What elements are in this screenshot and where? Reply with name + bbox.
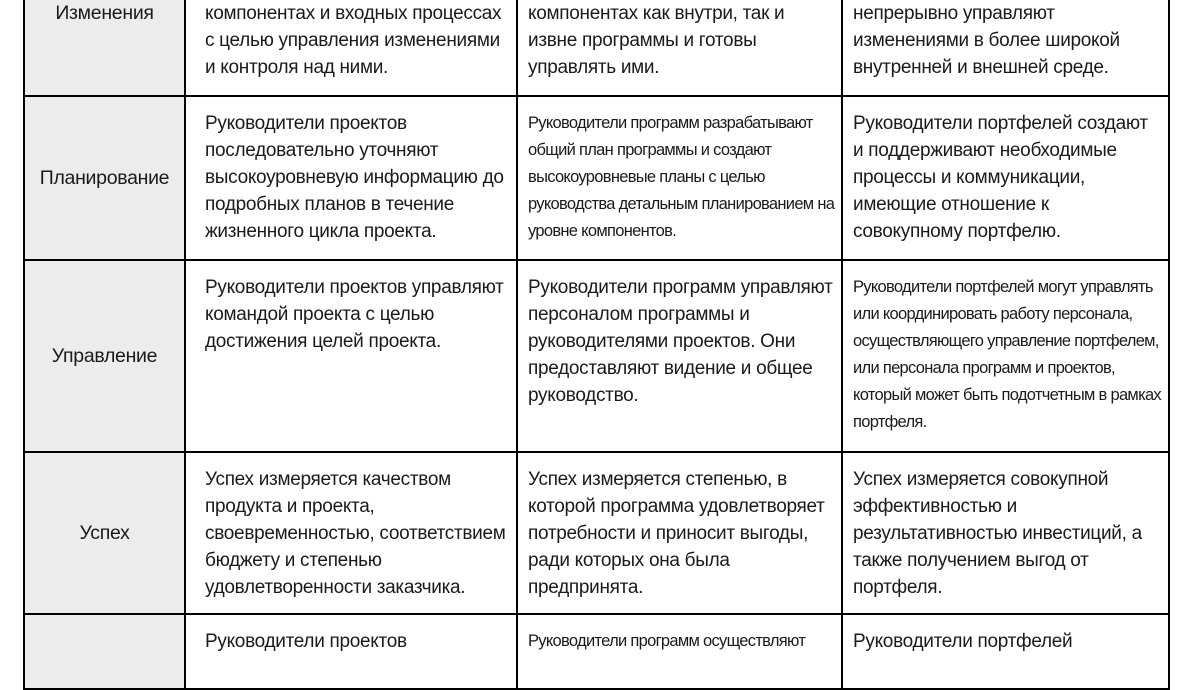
project-cell: Руководители проектов [185, 614, 517, 689]
table-row [24, 260, 1169, 452]
portfolio-cell: Руководители портфелей создают и поддерживают необходимые процессы и коммуникации, имеющие отношение к совокупному портфелю. [842, 96, 1169, 260]
comparison-table [23, 0, 1170, 690]
program-cell: Успех измеряется степенью, в которой программа удовлетворяет потребности и приносит выгоды, ради которых она была предпринята. [517, 452, 842, 614]
program-cell: компонентах как внутри, так и извне программы и готовы управлять ими. [517, 0, 842, 96]
row-header: Планирование [24, 96, 185, 260]
program-cell: Руководители программ разрабатывают общий план программы и создают высокоуровневые планы с целью руководства детальным планированием на уровне компонентов. [517, 96, 842, 260]
project-cell: компонентах и входных процессах с целью управления изменениями и контроля над ними. [185, 0, 517, 96]
project-cell: Руководители проектов управляют командой проекта с целью достижения целей проекта. [185, 260, 517, 452]
row-header: Успех [24, 452, 185, 614]
row-header: Изменения [24, 0, 185, 96]
table-row [24, 0, 1169, 96]
table-row [24, 452, 1169, 614]
row-header: Управление [24, 260, 185, 452]
table-row [24, 614, 1169, 689]
program-cell: Руководители программ управляют персоналом программы и руководителями проектов. Они предоставляют видение и общее руководство. [517, 260, 842, 452]
row-header [24, 614, 185, 689]
project-cell: Руководители проектов последовательно уточняют высокоуровневую информацию до подробных планов в течение жизненного цикла проекта. [185, 96, 517, 260]
portfolio-cell: непрерывно управляют изменениями в более широкой внутренней и внешней среде. [842, 0, 1169, 96]
portfolio-cell: Успех измеряется совокупной эффективностью и результативностью инвестиций, а также получением выгод от портфеля. [842, 452, 1169, 614]
project-cell: Успех измеряется качеством продукта и проекта, своевременностью, соответствием бюджету и степенью удовлетворенности заказчика. [185, 452, 517, 614]
table-row [24, 96, 1169, 260]
portfolio-cell: Руководители портфелей [842, 614, 1169, 689]
portfolio-cell: Руководители портфелей могут управлять или координировать работу персонала, осуществляющего управление портфелем, или персонала программ и проектов, который может быть подотчетным в рамках портфеля. [842, 260, 1169, 452]
program-cell: Руководители программ осуществляют [517, 614, 842, 689]
